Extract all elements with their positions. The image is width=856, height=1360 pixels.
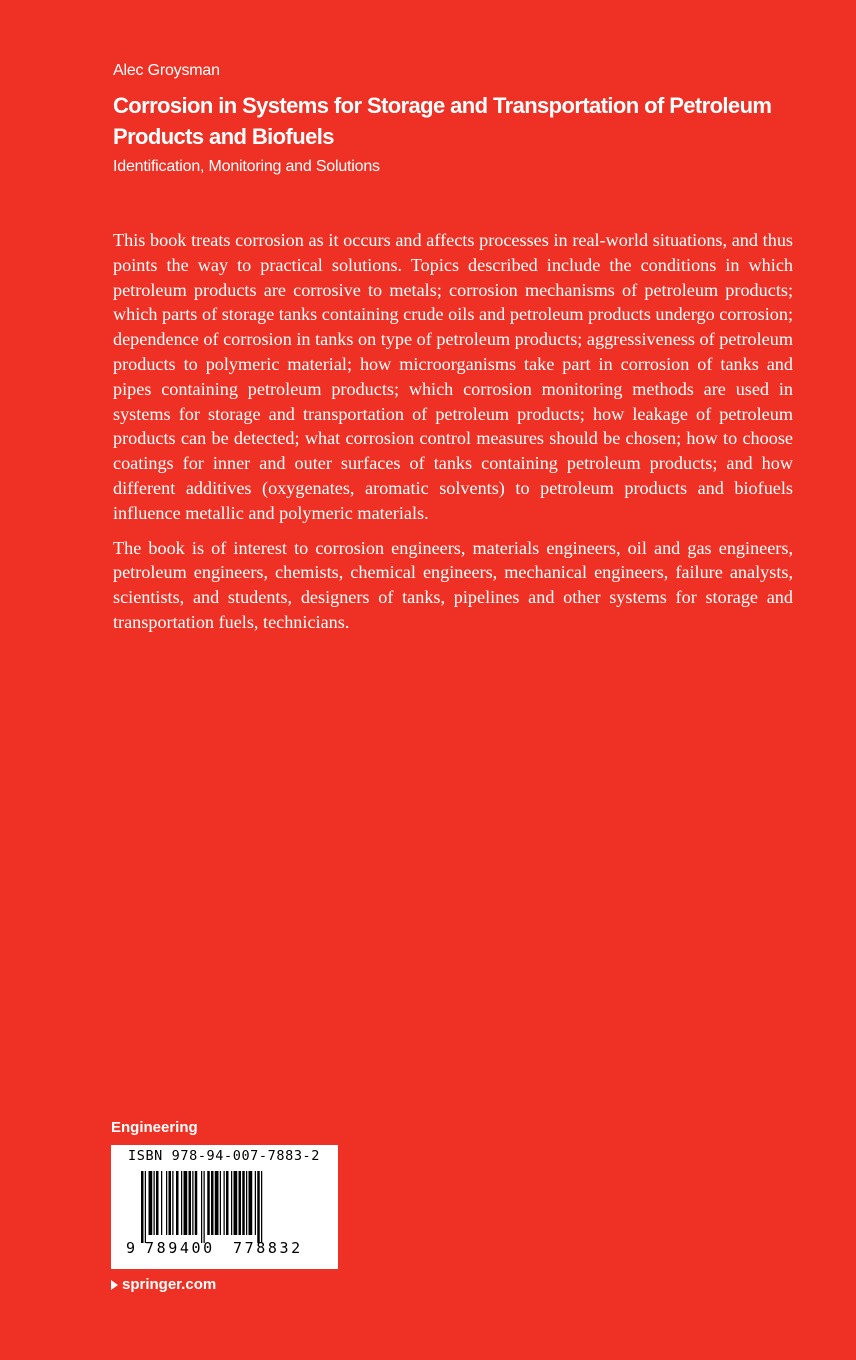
isbn-barcode	[111, 1145, 338, 1269]
barcode-bars	[141, 1171, 321, 1243]
author-name: Alec Groysman	[113, 62, 220, 79]
isbn-label: ISBN 978-94-007-7883-2	[128, 1148, 321, 1164]
ean-right-digits: 778832	[233, 1239, 303, 1257]
book-subtitle: Identification, Monitoring and Solutions	[113, 158, 380, 175]
publisher-link[interactable]	[111, 1276, 216, 1293]
book-title: Corrosion in Systems for Storage and Transportation of Petroleum Products and Biofuels	[113, 93, 772, 149]
ean-first-digit: 9	[126, 1239, 136, 1257]
ean-left-digits: 789400	[145, 1239, 215, 1257]
arrow-right-icon	[111, 1280, 118, 1290]
subject-category: Engineering	[111, 1119, 198, 1136]
description-paragraph: This book treats corrosion as it occurs and affects processes in real-world situations, and thus points the way to practical solutions. Topics described include the conditions in which petroleum products are corrosive to metals; corrosion mechanisms of petroleum products; which parts of storage tanks containing crude oils and petroleum products undergo corrosion; dependence of corrosion in tanks on type of petroleum products; aggressiveness of petroleum products to polymeric material; how microorganisms take part in corrosion of tanks and pipes containing petroleum products; which corrosion monitoring methods are used in systems for storage and transportation of petroleum products; how leakage of petroleum products can be detected; what corrosion control measures should be chosen; how to choose coatings for inner and outer surfaces of tanks containing petroleum products; and how different additives (oxygenates, aromatic solvents) to petroleum products and biofuels influence metallic and polymeric materials.	[113, 230, 793, 523]
book-description	[113, 228, 793, 645]
publisher-website: springer.com	[122, 1276, 217, 1293]
audience-paragraph: The book is of interest to corrosion engineers, materials engineers, oil and gas engineers, petroleum engineers, chemists, chemical engineers, mechanical engineers, failure analysts, scientists, and students, designers of tanks, pipelines and other systems for storage and transportation fuels, technicians.	[113, 537, 793, 632]
